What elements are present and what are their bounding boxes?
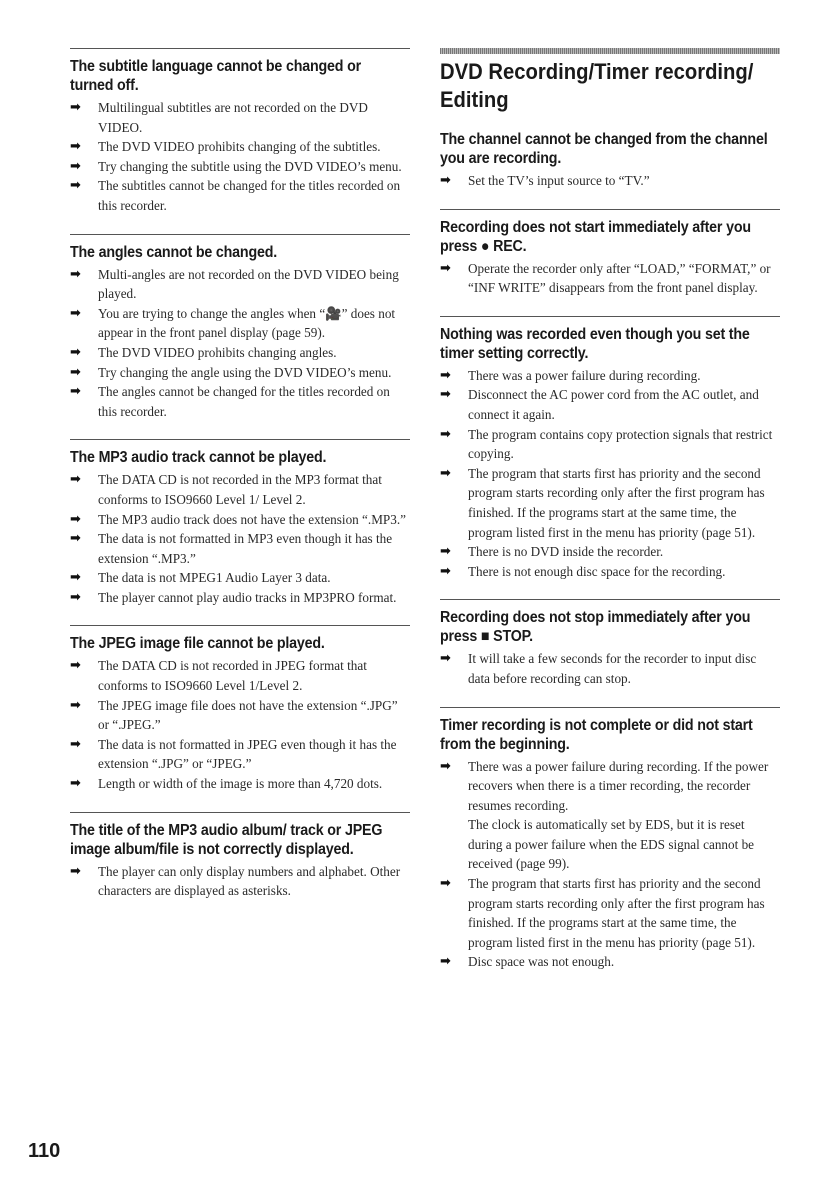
list-item <box>70 774 410 794</box>
item-text: The player can only display numbers and alphabet. Other characters are displayed as asterisks. <box>98 863 401 899</box>
arrow-icon: ➡ <box>440 651 451 667</box>
arrow-icon: ➡ <box>70 178 81 194</box>
arrow-icon: ➡ <box>70 139 81 155</box>
section-title: Nothing was recorded even though you set the timer setting correctly. <box>440 325 750 362</box>
item-text: It will take a few seconds for the recorder to input disc data before recording can stop. <box>468 651 757 686</box>
item-text: Operate the recorder only after “LOAD,” “FORMAT,” or “INF WRITE” disappears from the front panel display. <box>468 260 771 296</box>
arrow-icon: ➡ <box>70 570 81 586</box>
arrow-icon: ➡ <box>440 758 451 774</box>
section-title: The subtitle language cannot be changed or turned off. <box>70 58 361 94</box>
arrow-icon: ➡ <box>70 863 81 879</box>
section-title: The title of the MP3 audio album/ track or JPEG image album/file is not correctly displayed. <box>70 821 383 858</box>
list-item <box>70 735 410 774</box>
right-section <box>440 599 780 688</box>
list-item <box>440 874 780 952</box>
right-section <box>440 122 780 191</box>
item-text: Multilingual subtitles are not recorded on the DVD VIDEO. <box>98 100 368 135</box>
item-text: The MP3 audio track does not have the extension “.MP3.” <box>98 511 407 527</box>
list-item <box>440 366 780 386</box>
left-section <box>70 48 410 216</box>
item-text: There was a power failure during recording. If the power recovers when there is a timer recording, the recorder resumes recording. <box>468 758 769 813</box>
item-text: The JPEG image file does not have the extension “.JPG” or “.JPEG.” <box>98 697 398 733</box>
list-item <box>70 304 410 343</box>
left-column <box>70 48 410 919</box>
arrow-icon: ➡ <box>440 876 451 892</box>
arrow-icon: ➡ <box>70 384 81 400</box>
arrow-icon: ➡ <box>70 736 81 752</box>
list-item <box>70 510 410 530</box>
list-item <box>440 171 780 191</box>
item-text: The subtitles cannot be changed for the titles recorded on this recorder. <box>98 178 401 213</box>
item-text: There is not enough disc space for the recording. <box>468 563 726 579</box>
arrow-icon: ➡ <box>70 344 81 360</box>
list-item <box>70 470 410 509</box>
item-text: The DATA CD is not recorded in JPEG format that conforms to ISO9660 Level 1/Level 2. <box>98 658 367 694</box>
arrow-icon: ➡ <box>440 544 451 560</box>
arrow-icon: ➡ <box>440 260 451 276</box>
item-text: Multi-angles are not recorded on the DVD VIDEO being played. <box>98 266 399 302</box>
item-text: The DVD VIDEO prohibits changing angles. <box>98 344 337 360</box>
arrow-icon: ➡ <box>70 266 81 282</box>
item-text: The program that starts first has priority and the second program starts recording only after the first program has finished. If the programs start at the same time, the program listed first in the menu has priority (page 51). <box>468 465 765 540</box>
left-section <box>70 812 410 901</box>
main-heading: DVD Recording/Timer recording/ Editing <box>440 59 754 112</box>
left-section <box>70 439 410 607</box>
arrow-icon: ➡ <box>70 776 81 792</box>
item-text: Set the TV’s input source to “TV.” <box>468 173 650 188</box>
item-text: The player cannot play audio tracks in MP3PRO format. <box>98 589 397 605</box>
list-item <box>70 157 410 177</box>
list-item <box>70 529 410 568</box>
list-item <box>440 562 780 582</box>
right-section <box>440 707 780 973</box>
arrow-icon: ➡ <box>70 589 81 605</box>
item-text: The DVD VIDEO prohibits changing of the subtitles. <box>98 139 381 155</box>
list-item <box>70 382 410 421</box>
left-section <box>70 234 410 422</box>
list-item <box>440 425 780 464</box>
item-text: The data is not MPEG1 Audio Layer 3 data. <box>98 570 331 586</box>
list-item <box>70 363 410 383</box>
section-title: Timer recording is not complete or did not start from the beginning. <box>440 716 753 753</box>
list-item <box>70 656 410 695</box>
arrow-icon: ➡ <box>70 511 81 527</box>
right-section <box>440 316 780 582</box>
list-item <box>70 98 410 137</box>
arrow-icon: ➡ <box>70 531 81 547</box>
list-item <box>70 265 410 304</box>
page-number: 110 <box>28 1140 61 1162</box>
arrow-icon: ➡ <box>440 426 451 442</box>
item-text: There was a power failure during recording. <box>468 367 701 383</box>
list-item <box>70 137 410 157</box>
list-item <box>70 696 410 735</box>
section-heading-bar <box>440 48 780 54</box>
arrow-icon: ➡ <box>70 158 81 174</box>
section-title: The channel cannot be changed from the channel you are recording. <box>440 131 768 167</box>
item-text: You are trying to change the angles when “🎥” does not appear in the front panel display (page 59). <box>98 305 396 341</box>
list-item <box>70 343 410 363</box>
list-item <box>70 588 410 608</box>
item-text: The program that starts first has priority and the second program starts recording only after the first program has finished. If the programs start at the same time, the program listed first in the menu has priority (page 51). <box>468 876 765 950</box>
item-text: The DATA CD is not recorded in the MP3 format that conforms to ISO9660 Level 1/ Level 2. <box>98 472 382 507</box>
item-text: The program contains copy protection signals that restrict copying. <box>468 426 773 462</box>
section-title: Recording does not start immediately after you press ● REC. <box>440 218 751 255</box>
list-item <box>70 568 410 588</box>
section-title: The JPEG image file cannot be played. <box>70 635 325 653</box>
item-text: Length or width of the image is more than 4,720 dots. <box>98 776 383 792</box>
list-item <box>70 176 410 215</box>
item-text: The data is not formatted in JPEG even though it has the extension “.JPG” or “JPEG.” <box>98 736 397 772</box>
item-text: Try changing the angle using the DVD VIDEO’s menu. <box>98 364 392 380</box>
item-text: Disc space was not enough. <box>468 954 615 970</box>
arrow-icon: ➡ <box>70 697 81 713</box>
item-text: There is no DVD inside the recorder. <box>468 544 664 560</box>
list-item <box>440 259 780 298</box>
right-sections <box>440 122 780 972</box>
list-item <box>70 862 410 901</box>
section-title: Recording does not stop immediately after you press ■ STOP. <box>440 609 751 646</box>
arrow-icon: ➡ <box>70 364 81 380</box>
list-item <box>440 464 780 542</box>
arrow-icon: ➡ <box>440 387 451 403</box>
arrow-icon: ➡ <box>70 472 81 488</box>
list-item <box>440 757 780 816</box>
right-column <box>440 48 780 990</box>
arrow-icon: ➡ <box>440 563 451 579</box>
item-continuation: The clock is automatically set by EDS, but it is reset during a power failure when the EDS signal cannot be received (page 99). <box>468 817 755 872</box>
list-item <box>440 385 780 424</box>
right-section <box>440 209 780 298</box>
list-item <box>440 542 780 562</box>
section-title: The angles cannot be changed. <box>70 243 278 261</box>
item-text: Disconnect the AC power cord from the AC outlet, and connect it again. <box>468 387 759 422</box>
arrow-icon: ➡ <box>440 465 451 481</box>
item-text: The data is not formatted in MP3 even though it has the extension “.MP3.” <box>98 531 393 566</box>
left-section <box>70 625 410 793</box>
item-text: The angles cannot be changed for the titles recorded on this recorder. <box>98 384 390 419</box>
arrow-icon: ➡ <box>70 305 81 321</box>
arrow-icon: ➡ <box>70 100 81 115</box>
list-item <box>440 649 780 688</box>
arrow-icon: ➡ <box>440 367 451 383</box>
section-title: The MP3 audio track cannot be played. <box>70 449 327 467</box>
arrow-icon: ➡ <box>70 658 81 674</box>
item-text: Try changing the subtitle using the DVD VIDEO’s menu. <box>98 158 402 174</box>
arrow-icon: ➡ <box>440 173 451 188</box>
list-item <box>440 952 780 972</box>
arrow-icon: ➡ <box>440 954 451 970</box>
